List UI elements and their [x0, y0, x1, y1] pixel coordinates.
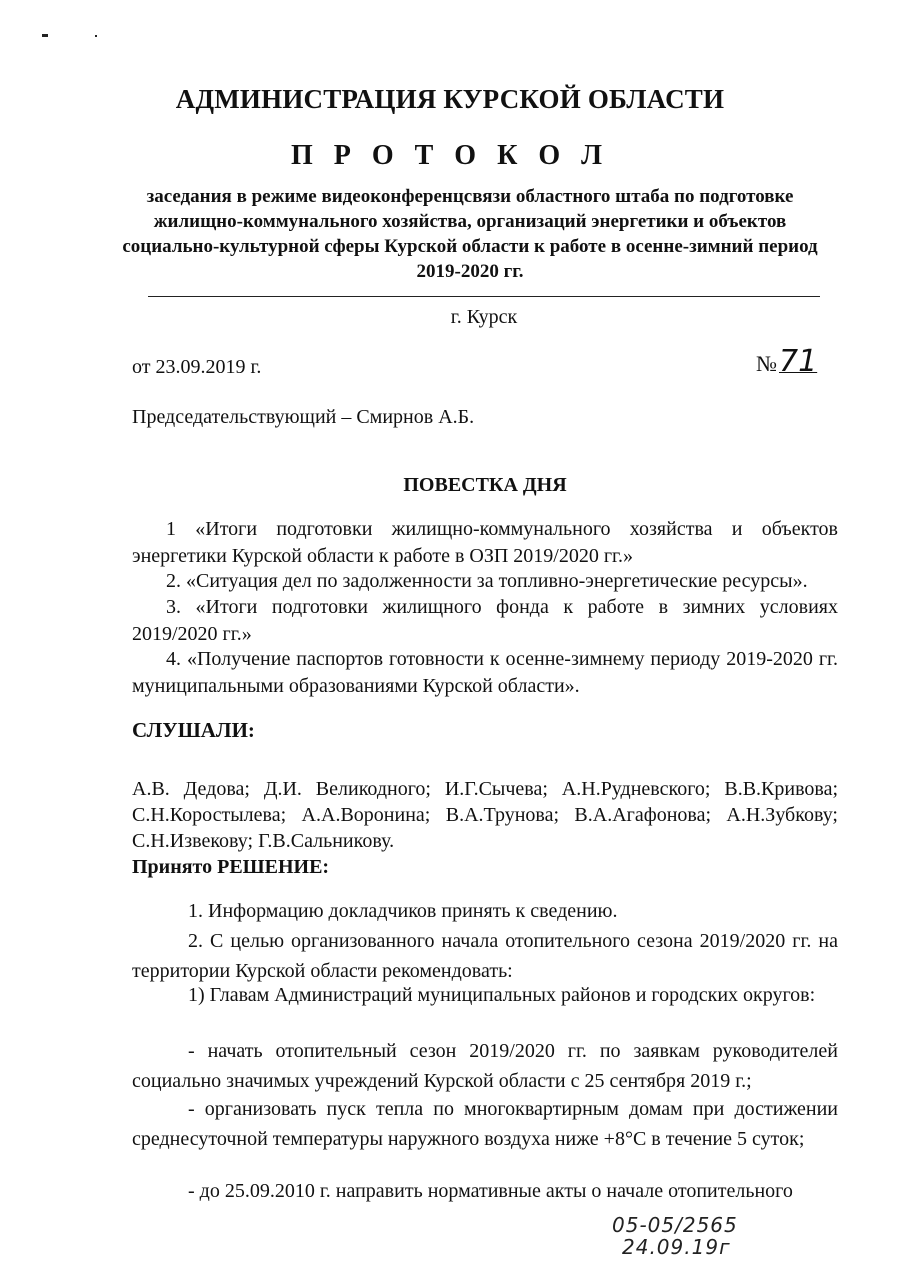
decision-heading: Принято РЕШЕНИЕ: — [132, 856, 330, 878]
agenda-heading: ПОВЕСТКА ДНЯ — [403, 474, 567, 496]
handwritten-registration-note — [612, 1214, 812, 1258]
document-subtitle: заседания в режиме видеоконференцсвязи областного штаба по подготовке жилищно-коммунального хозяйства, организаций энергетики и объектов социально-культурной сферы Курской области к работе в осенне-зимний период 2019-2020 гг. — [122, 186, 818, 282]
number-value: 71 — [779, 344, 818, 379]
decision-item: 1) Главам Администраций муниципальных районов и городских округов: — [188, 984, 816, 1006]
decision-item: 1. Информацию докладчиков принять к сведению. — [188, 900, 618, 922]
decision-item: - до 25.09.2010 г. направить нормативные акты о начале отопительного — [188, 1180, 793, 1202]
chairperson: Председательствующий – Смирнов А.Б. — [132, 406, 475, 428]
heard-heading: СЛУШАЛИ: — [132, 718, 255, 742]
scan-specks — [40, 30, 110, 40]
agenda-item: 2. «Ситуация дел по задолженности за топливно-энергетические ресурсы». — [166, 570, 808, 592]
registration-date: 24.09.19г — [622, 1235, 731, 1259]
number-label: № — [756, 351, 777, 376]
registration-number: 05-05/2565 — [612, 1213, 738, 1237]
speakers-list: А.В. Дедова; Д.И. Великодного; И.Г.Сычева; А.Н.Рудневского; В.В.Кривова; С.Н.Коростылева; А.А.Воронина; В.А.Трунова; В.А.Агафонова; А.Н.Зубкову; С.Н.Извекову; Г.В.Сальникову. — [132, 778, 838, 852]
decision-item: - начать отопительный сезон 2019/2020 гг. по заявкам руководителей социально значимых учреждений Курской области с 25 сентября 2019 г.; — [132, 1040, 838, 1092]
agenda-item: 3. «Итоги подготовки жилищного фонда к работе в зимних условиях 2019/2020 гг.» — [132, 596, 838, 645]
decision-item: - организовать пуск тепла по многоквартирным домам при достижении среднесуточной температуры наружного воздуха ниже +8°С в течение 5 суток; — [132, 1098, 838, 1150]
document-date: от 23.09.2019 г. — [132, 356, 262, 378]
document-type: П Р О Т О К О Л — [290, 140, 610, 171]
organization-title: АДМИНИСТРАЦИЯ КУРСКОЙ ОБЛАСТИ — [175, 84, 725, 114]
agenda-item: 4. «Получение паспортов готовности к осенне-зимнему периоду 2019-2020 гг. муниципальными образованиями Курской области». — [132, 648, 838, 697]
agenda-item: 1 «Итоги подготовки жилищно-коммунального хозяйства и объектов энергетики Курской области к работе в ОЗП 2019/2020 гг.» — [132, 518, 838, 567]
decision-item: 2. С целью организованного начала отопительного сезона 2019/2020 гг. на территории Курской области рекомендовать: — [132, 930, 838, 982]
place: г. Курск — [450, 306, 518, 328]
header-divider — [148, 296, 820, 297]
document-number — [756, 344, 823, 379]
